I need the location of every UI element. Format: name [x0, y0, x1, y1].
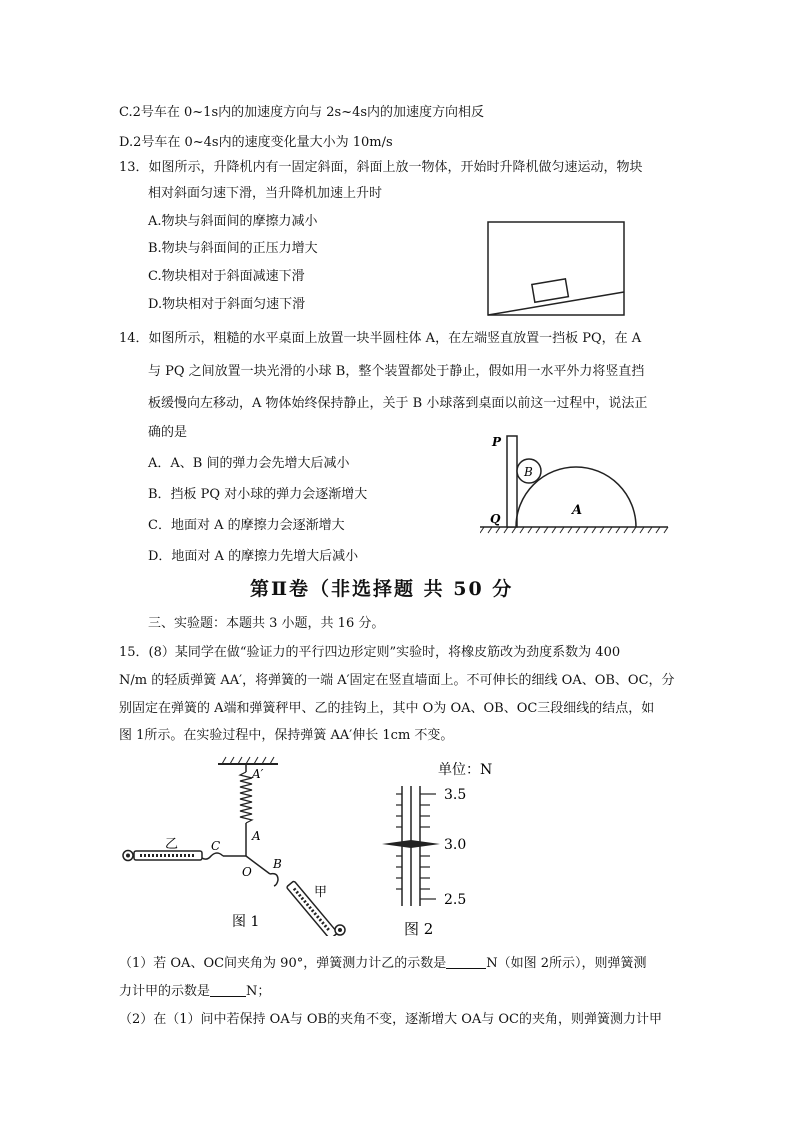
q13-stem-line1: 13．如图所示，升降机内有一固定斜面，斜面上放一物体，开始时升降机做匀速运动，物块: [119, 160, 643, 175]
q15-sub1-text-a: （1）若 OA、OC间夹角为 90°，弹簧测力计乙的示数是: [119, 956, 447, 971]
q12-option-d: D.2号车在 0~4s内的速度变化量大小为 10m/s: [119, 135, 393, 150]
tick-3-5: 3.5: [444, 787, 467, 803]
label-o: O: [242, 865, 252, 879]
q15-stem-line1: 15．(8）某同学在做“验证力的平行四边形定则”实验时，将橡皮筋改为劲度系数为 400: [119, 645, 621, 660]
q14-option-d: D．地面对 A 的摩擦力先增大后减小: [148, 549, 359, 564]
q13-stem-line2: 相对斜面匀速下滑，当升降机加速上升时: [148, 186, 383, 201]
q14-option-a: A．A、B 间的弹力会先增大后减小: [148, 456, 350, 471]
q15-figure-1: [118, 756, 358, 936]
q15-figure-2: [378, 756, 518, 942]
q14-stem-line2: 与 PQ 之间放置一块光滑的小球 B，整个装置都处于静止，假如用一水平外力将竖直挡: [148, 364, 645, 379]
q15-sub1-text-b: N（如图 2所示），则弹簧测: [486, 956, 647, 971]
q14-stem-line4: 确的是: [148, 425, 188, 440]
figure-2-caption: 图 2: [404, 920, 434, 938]
q14-option-c: C．地面对 A 的摩擦力会逐渐增大: [148, 518, 345, 533]
ball-b-label: B: [524, 465, 533, 479]
q15-sub1-text-d: N；: [246, 984, 271, 999]
q15-stem-line3: 别固定在弹簧的 A端和弹簧秤甲、乙的挂钩上，其中 O为 OA、OB、OC三段细线的结点，如: [119, 701, 655, 716]
figure-1-caption: 图 1: [232, 914, 260, 930]
tick-3-0: 3.0: [444, 837, 467, 853]
q14-option-b: B．挡板 PQ 对小球的弹力会逐渐增大: [148, 487, 368, 502]
q13-figure: [486, 220, 628, 320]
point-q-label: Q: [490, 512, 501, 526]
q13-option-b: B.物块与斜面间的正压力增大: [148, 241, 318, 256]
block-a-label: A: [572, 503, 583, 518]
q12-option-c: C.2号车在 0~1s内的加速度方向与 2s~4s内的加速度方向相反: [119, 105, 485, 120]
q15-stem-line4: 图 1所示。在实验过程中，保持弹簧 AA′伸长 1cm 不变。: [119, 728, 454, 743]
q15-sub2-line1: （2）在（1）问中若保持 OA与 OB的夹角不变，逐渐增大 OA与 OC的夹角，则弹簧测力计甲: [119, 1012, 662, 1027]
unit-label: 单位：N: [438, 762, 493, 778]
q15-sub1-line1: [119, 954, 647, 974]
section-2-heading: 第Ⅱ卷（非选择题 共 50 分: [250, 578, 514, 600]
q13-option-c: C.物块相对于斜面减速下滑: [148, 269, 305, 284]
answer-blank-yi[interactable]: [446, 954, 486, 969]
label-yi: 乙: [165, 837, 179, 852]
q15-sub1-line2: [119, 982, 270, 1002]
label-a: A: [252, 829, 261, 843]
label-c: C: [211, 839, 221, 853]
q15-sub1-text-c: 力计甲的示数是: [119, 984, 211, 999]
answer-blank-jia[interactable]: [210, 982, 246, 997]
q14-figure: [480, 428, 670, 540]
q14-stem-line1: 14．如图所示，粗糙的水平桌面上放置一块半圆柱体 A，在左端竖直放置一挡板 PQ，在 A: [119, 331, 642, 346]
label-a-prime: A′: [252, 767, 264, 781]
q15-stem-line2: N/m 的轻质弹簧 AA′，将弹簧的一端 A′固定在竖直墙面上。不可伸长的细线 OA、OB、OC，分: [119, 673, 675, 688]
label-jia: 甲: [314, 885, 328, 900]
part3-heading: 三、实验题：本题共 3 小题，共 16 分。: [148, 616, 385, 631]
q13-option-a: A.物块与斜面间的摩擦力减小: [148, 214, 318, 229]
label-b: B: [273, 857, 282, 871]
point-p-label: P: [492, 435, 502, 449]
q13-option-d: D.物块相对于斜面匀速下滑: [148, 297, 306, 312]
tick-2-5: 2.5: [444, 892, 467, 908]
q14-stem-line3: 板缓慢向左移动，A 物体始终保持静止，关于 B 小球落到桌面以前这一过程中，说法正: [148, 396, 648, 411]
